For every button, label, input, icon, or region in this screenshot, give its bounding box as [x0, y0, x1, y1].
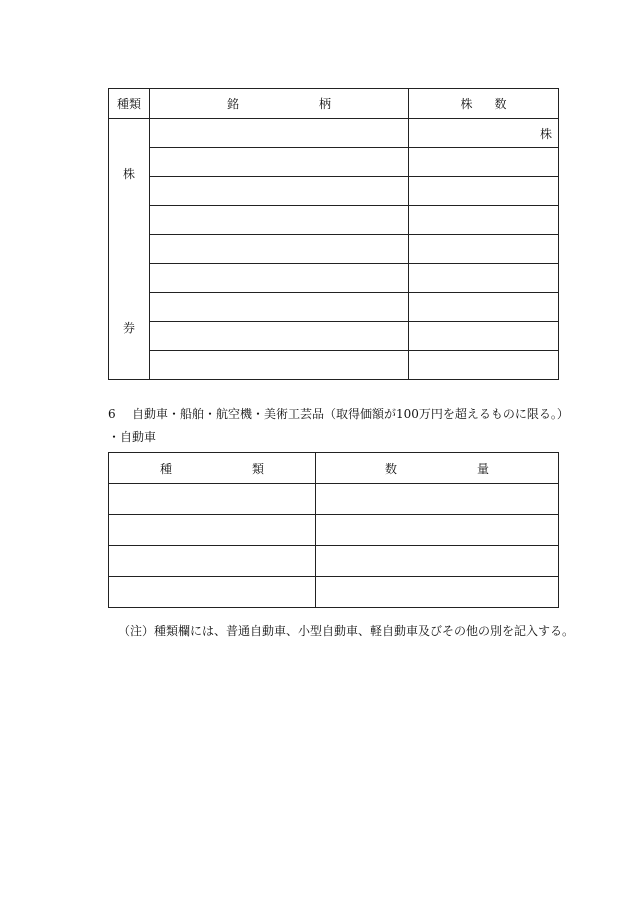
table-row — [109, 322, 559, 351]
quantity-cell[interactable] — [316, 577, 559, 608]
stocks-table-header — [109, 89, 559, 119]
vehicle-type-cell[interactable] — [109, 484, 316, 515]
vehicles-table — [108, 452, 559, 608]
vehicle-type-cell[interactable] — [109, 577, 316, 608]
shares-cell[interactable] — [409, 351, 559, 380]
header-brand: 銘 柄 — [150, 89, 409, 119]
brand-cell[interactable] — [150, 235, 409, 264]
quantity-cell[interactable] — [316, 484, 559, 515]
shares-cell[interactable] — [409, 148, 559, 177]
table-row — [109, 264, 559, 293]
brand-cell[interactable] — [150, 293, 409, 322]
table-row — [109, 351, 559, 380]
table-row — [109, 148, 559, 177]
table-row — [109, 577, 559, 608]
vehicle-type-cell[interactable] — [109, 515, 316, 546]
shares-cell[interactable] — [409, 322, 559, 351]
stocks-table — [108, 88, 559, 380]
brand-cell[interactable] — [150, 322, 409, 351]
section-6-heading — [108, 405, 569, 422]
shares-cell[interactable] — [409, 264, 559, 293]
shares-cell[interactable] — [409, 293, 559, 322]
vehicles-subheading: ・自動車 — [108, 430, 157, 444]
type-label-top: 株 — [122, 167, 135, 181]
header-shares: 株 数 — [409, 89, 559, 119]
type-label-bottom: 券 — [122, 321, 135, 335]
section-title: 自動車・船舶・航空機・美術工芸品（取得価額が100万円を超えるものに限る。） — [132, 407, 569, 421]
vehicle-type-cell[interactable] — [109, 546, 316, 577]
shares-cell[interactable] — [409, 206, 559, 235]
table-row — [109, 235, 559, 264]
brand-cell[interactable] — [150, 148, 409, 177]
note-text: （注）種類欄には、普通自動車、小型自動車、軽自動車及びその他の別を記入する。 — [118, 624, 575, 638]
brand-cell[interactable] — [150, 206, 409, 235]
brand-cell[interactable] — [150, 351, 409, 380]
vehicles-table-header — [109, 453, 559, 484]
table-row — [109, 177, 559, 206]
quantity-cell[interactable] — [316, 515, 559, 546]
table-row — [109, 206, 559, 235]
brand-cell[interactable] — [150, 119, 409, 148]
shares-cell[interactable] — [409, 119, 559, 148]
brand-cell[interactable] — [150, 264, 409, 293]
table-row — [109, 515, 559, 546]
header-type: 種類 — [109, 89, 150, 119]
table-row — [109, 293, 559, 322]
header-quantity: 数 量 — [316, 453, 559, 484]
table-row — [109, 484, 559, 515]
shares-cell[interactable] — [409, 177, 559, 206]
header-vehicle-type: 種 類 — [109, 453, 316, 484]
shares-unit: 株 — [539, 126, 552, 141]
table-row — [109, 119, 559, 148]
table-row — [109, 546, 559, 577]
type-cell — [109, 119, 150, 380]
brand-cell[interactable] — [150, 177, 409, 206]
section-number: 6 — [108, 407, 116, 421]
quantity-cell[interactable] — [316, 546, 559, 577]
shares-cell[interactable] — [409, 235, 559, 264]
